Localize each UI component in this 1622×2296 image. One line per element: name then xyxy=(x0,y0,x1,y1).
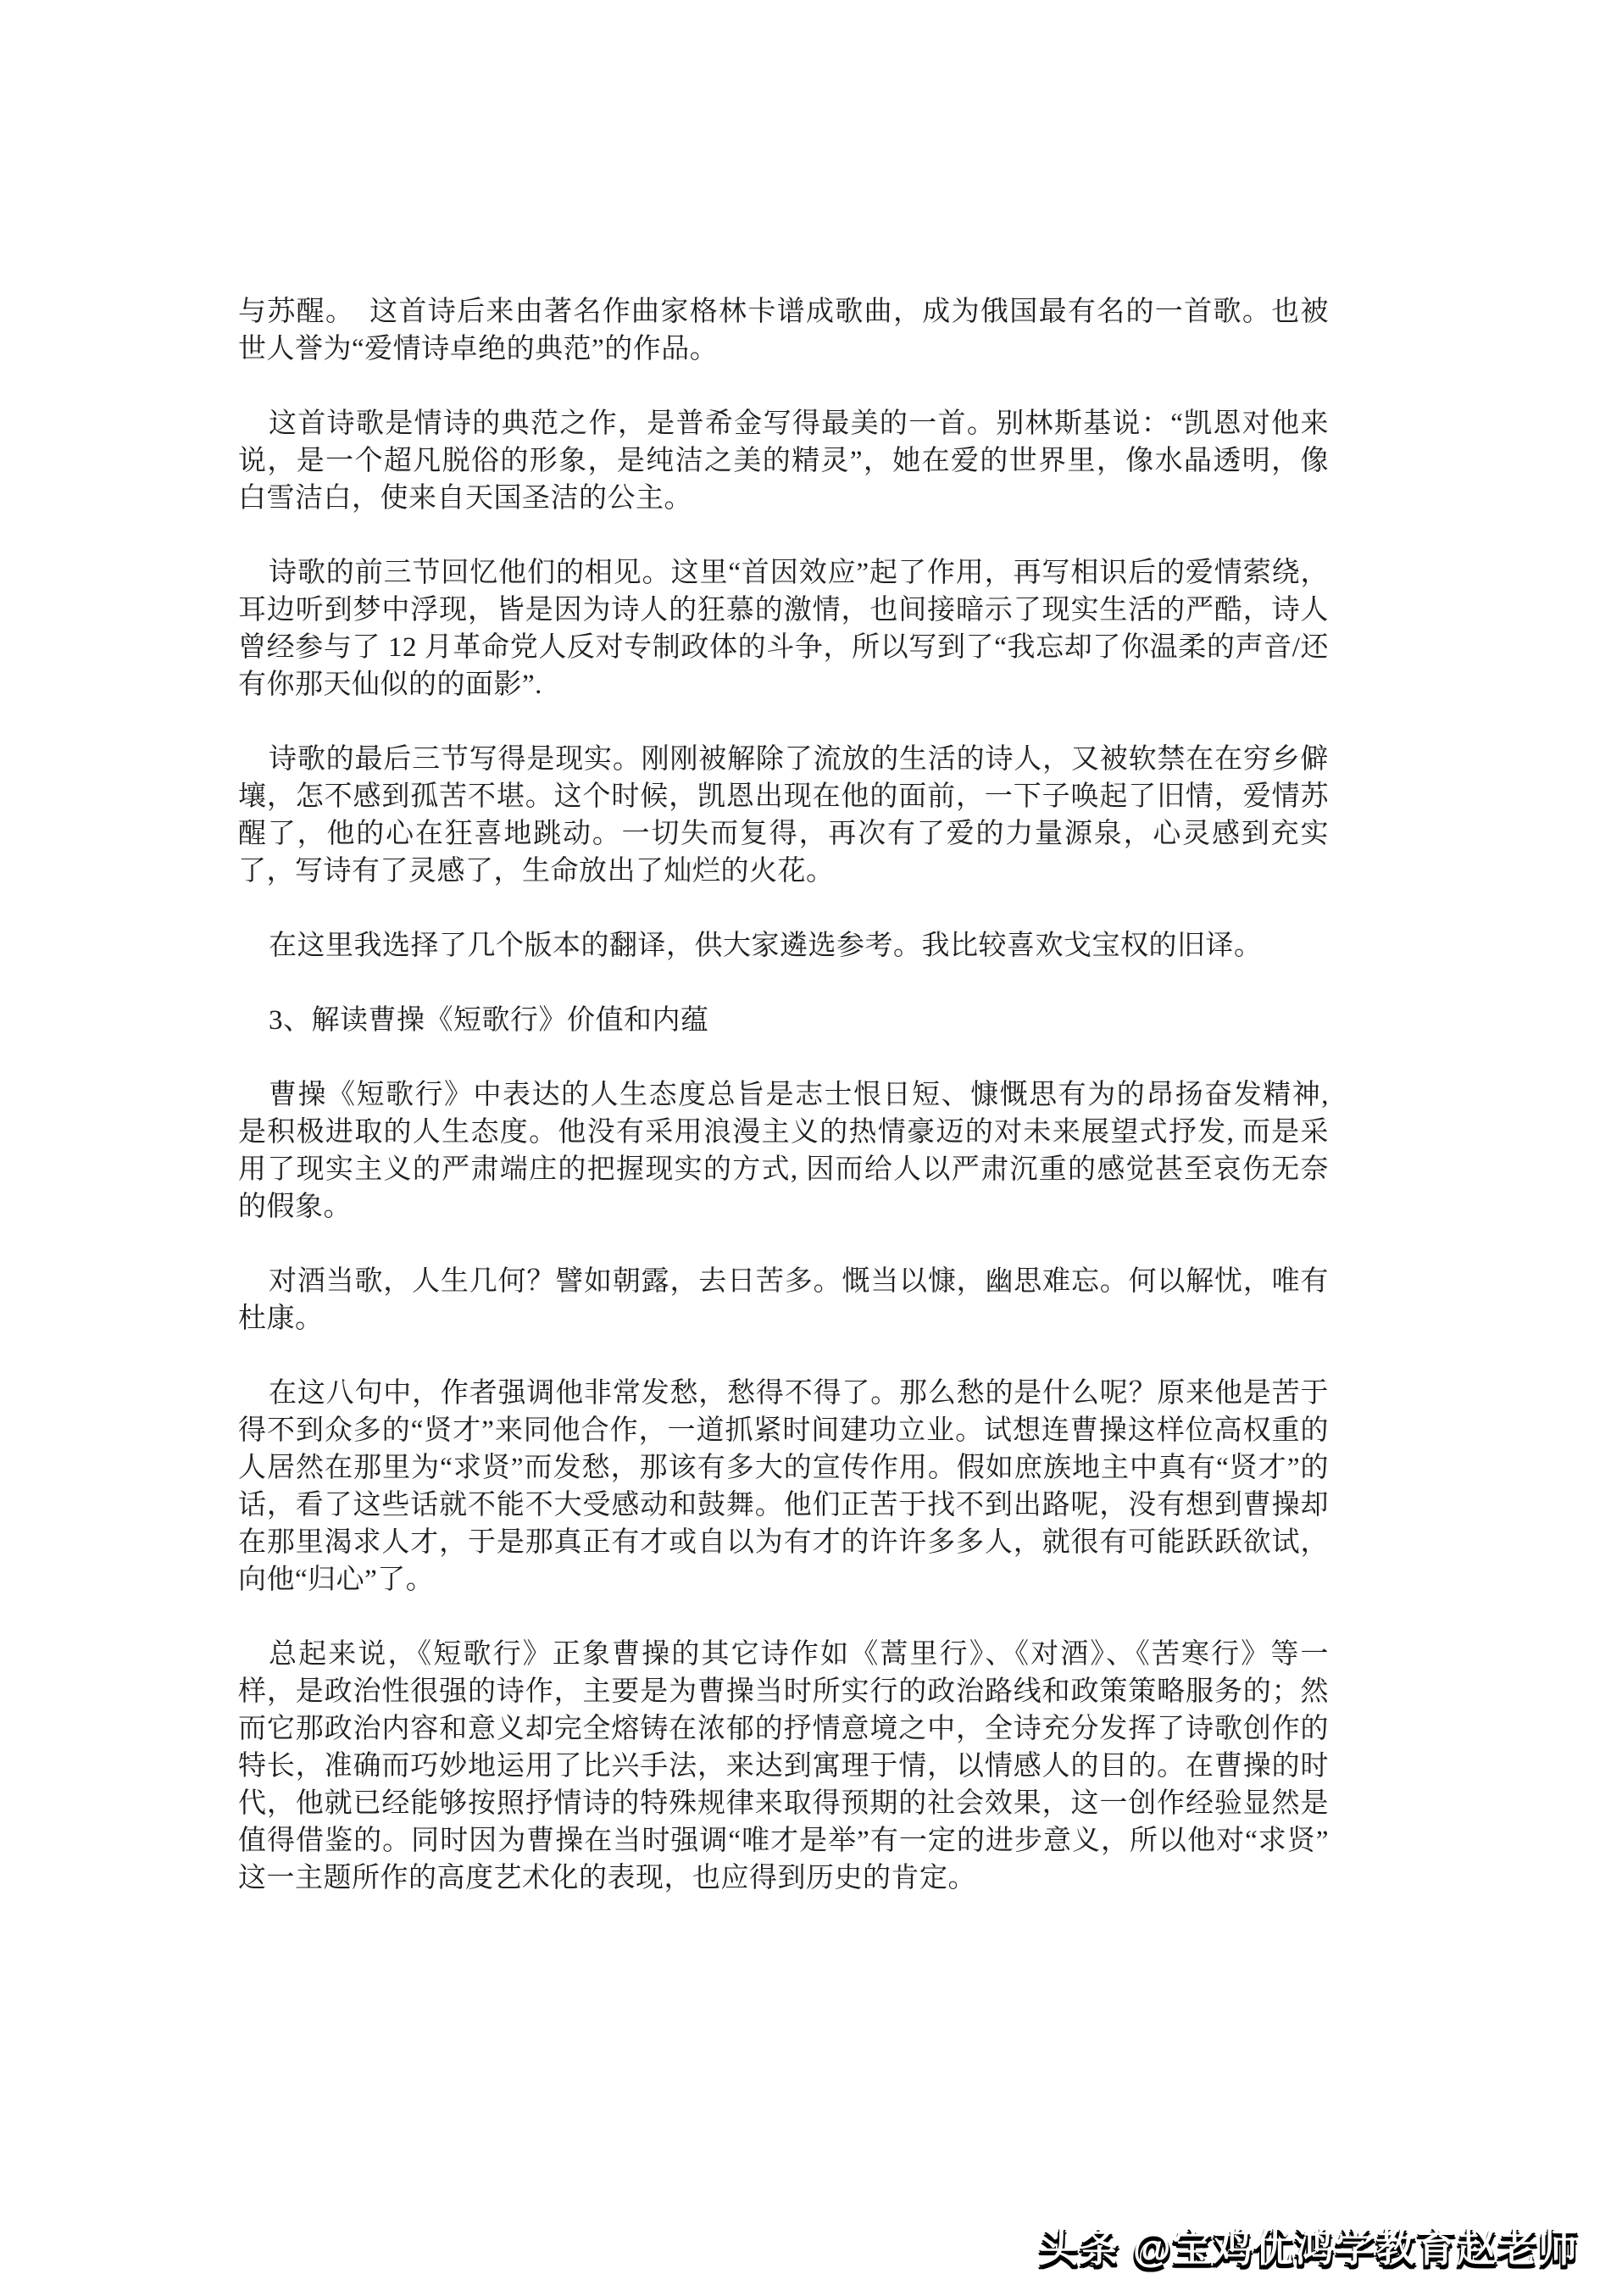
paragraph: 在这里我选择了几个版本的翻译，供大家遴选参考。我比较喜欢戈宝权的旧译。 xyxy=(269,931,1263,961)
paragraph: 曹操《短歌行》中表达的人生态度总旨是志士恨日短、慷慨思有为的昂扬奋发精神, 是积极进取的人生态度。他没有采用浪漫主义的热情豪迈的对未来展望式抒发, 而是采用了现实主义的严肃端庄的把握现实的方式, 因而给人以严肃沉重的感觉甚至哀伤无奈的假象。 xyxy=(238,1080,1329,1222)
paragraph: 总起来说，《短歌行》正象曹操的其它诗作如《蒿里行》、《对酒》、《苦寒行》等一样，是政治性很强的诗作，主要是为曹操当时所实行的政治路线和政策策略服务的；然而它那政治内容和意义却完全熔铸在浓郁的抒情意境之中，全诗充分发挥了诗歌创作的特长，准确而巧妙地运用了比兴手法，来达到寓理于情，以情感人的目的。在曹操的时代，他就已经能够按照抒情诗的特殊规律来取得预期的社会效果，这一创作经验显然是值得借鉴的。同时因为曹操在当时强调“唯才是举”有一定的进步意义，所以他对“求贤”这一主题所作的高度艺术化的表现，也应得到历史的肯定。 xyxy=(238,1639,1329,1893)
section-heading: 3、解读曹操《短歌行》价值和内蕴 xyxy=(269,1005,709,1036)
paragraph: 诗歌的前三节回忆他们的相见。这里“首因效应”起了作用，再写相识后的爱情萦绕，耳边听到梦中浮现，皆是因为诗人的狂慕的激情，也间接暗示了现实生活的严酷，诗人曾经参与了 12 月革命党人反对专制政体的斗争，所以写到了“我忘却了你温柔的声音/还有你那天仙似的的面影”. xyxy=(238,558,1329,700)
paragraph-poem-quote: 对酒当歌，人生几何？譬如朝露，去日苦多。慨当以慷，幽思难忘。何以解忧，唯有杜康。 xyxy=(238,1266,1329,1334)
paragraph: 在这八句中，作者强调他非常发愁，愁得不得了。那么愁的是什么呢？原来他是苦于得不到众多的“贤才”来同他合作，一道抓紧时间建功立业。试想连曹操这样位高权重的人居然在那里为“求贤”而发愁，那该有多大的宣传作用。假如庶族地主中真有“贤才”的话，看了这些话就不能不大受感动和鼓舞。他们正苦于找不到出路呢，没有想到曹操却在那里渴求人才，于是那真正有才或自以为有才的许许多多人，就很有可能跃跃欲试，向他“归心”了。 xyxy=(238,1378,1329,1595)
article-body xyxy=(238,293,1329,1934)
toutiao-watermark: 头条 @宝鸡优鸿学教育赵老师 xyxy=(1039,2226,1580,2270)
paragraph: 诗歌的最后三节写得是现实。刚刚被解除了流放的生活的诗人，又被软禁在在穷乡僻壤，怎不感到孤苦不堪。这个时候，凯恩出现在他的面前，一下子唤起了旧情，爱情苏醒了，他的心在狂喜地跳动。一切失而复得，再次有了爱的力量源泉，心灵感到充实了，写诗有了灵感了，生命放出了灿烂的火花。 xyxy=(238,744,1329,887)
paragraph-continuation: 与苏醒。 这首诗后来由著名作曲家格林卡谱成歌曲，成为俄国最有名的一首歌。也被世人誉为“爱情诗卓绝的典范”的作品。 xyxy=(238,297,1329,364)
paragraph: 这首诗歌是情诗的典范之作，是普希金写得最美的一首。别林斯基说：“凯恩对他来说，是一个超凡脱俗的形象，是纯洁之美的精灵”，她在爱的世界里，像水晶透明，像白雪洁白，使来自天国圣洁的公主。 xyxy=(238,409,1329,514)
